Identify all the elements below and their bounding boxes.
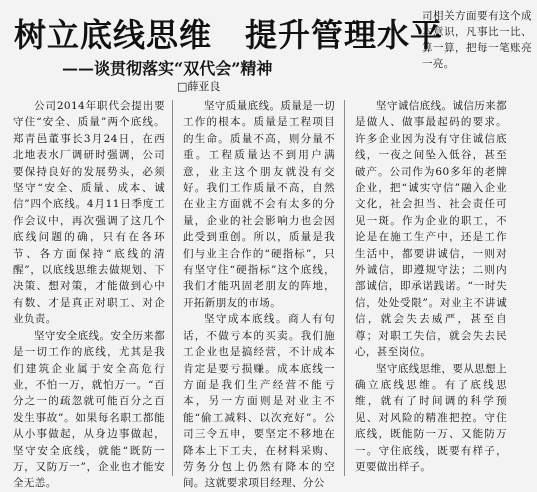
byline: □薛亚良	[177, 80, 221, 93]
column-3	[355, 98, 507, 475]
paragraph: 坚守诚信底线。诚信历来都是做人、做事最起码的要求。许多企业因为没有守住诚信底线，一夜之间坠入低谷，甚至破产。公司作为60多年的老牌企业，把“诚实守信”融入企业文化，社会担当、社会责任可见一斑。作为企业的职工，不论是在施工生产中，还是工作生活中，都要讲诚信，一则对外诚信，即遵规守法；二则内部诚信，即承诺践诺。“一时失信，处处受限”。对业主不讲诚信，就会失去威严，甚至自尊；对职工失信，就会失去民心，甚至岗位。	[355, 100, 507, 359]
paragraph: 公司2014年职代会提出要守住“安全、质量”两个底线。郑青邑董事长3月24日，在西北地表水厂调研时强调，公司要保持良好的发展势头，必须坚守“安全、质量、成本、诚信”四个底线。4月11日季度工作会议中，再次强调了这几个底线问题的确，只有在各环节、各方面保持“底线的清醒”，以底线思维去做规划、下决策、想对策，才能做到心中有数、才是真正对职工、对企业负责。	[13, 100, 165, 326]
column-2	[183, 98, 335, 492]
paragraph: 坚守底线思维，要从思想上确立底线思维。有了底线思维，就有了时间调的科学预见、对风险的精准把控。守住底线，既能防一万、又能防万一。守住底线，既要有样子，更要做出样子。	[355, 362, 507, 473]
column-1	[13, 98, 165, 492]
continued-fragment	[422, 8, 532, 72]
subheadline: ——谈贯彻落实“双代会”精神	[62, 59, 273, 78]
paragraph: 坚守质量底线。质量是一切工作的根本。质量是工程项目的生命。质量不高，则分量不重。工程质量达不到用户满意，业主这个朋友就没有交好。我们工作质量不高，自然在业主方面就不会有太多的分量，企业的社会影响力也会因此受到重创。所以，质量是我们与业主合作的“硬指标”，只有坚守住“硬指标”这个底线，我们才能巩固老朋友的阵地，开拓新朋友的市场。	[183, 100, 335, 309]
column-divider	[344, 100, 345, 476]
paragraph: 坚守安全底线。安全历来都是一切工作的底线，尤其是我们建筑企业属于安全高危行业，不怕一万，就怕万一。“百分之一的疏忽就可能百分之百发生事故”。如果每名职工都能从小事做起，从身边事做起，坚守安全底线，就能“既防一万，又防万一”，企业也才能安全无恙。	[13, 329, 165, 490]
headline: 树立底线思维 提升管理水平	[14, 16, 444, 54]
paragraph: 坚守成本底线。商人有句话，不做亏本的买卖。我们施工企业也是搞经营，不计成本肯定是要亏损赚。成本底线一方面是我们生产经营不能亏本，另一方面则是对业主不能“偷工减料、以次充好”。公司三令五申，要坚定不移地在降本上下工夫，在材料采购、劳务分包上仍然有降本的空间。这就要求项目经理、分公	[183, 313, 335, 490]
fragment-text: 司相关方面要有这个成本意识，凡事比一比、算一算，把每一笔账亮一亮。	[422, 10, 532, 70]
column-divider	[172, 100, 173, 476]
